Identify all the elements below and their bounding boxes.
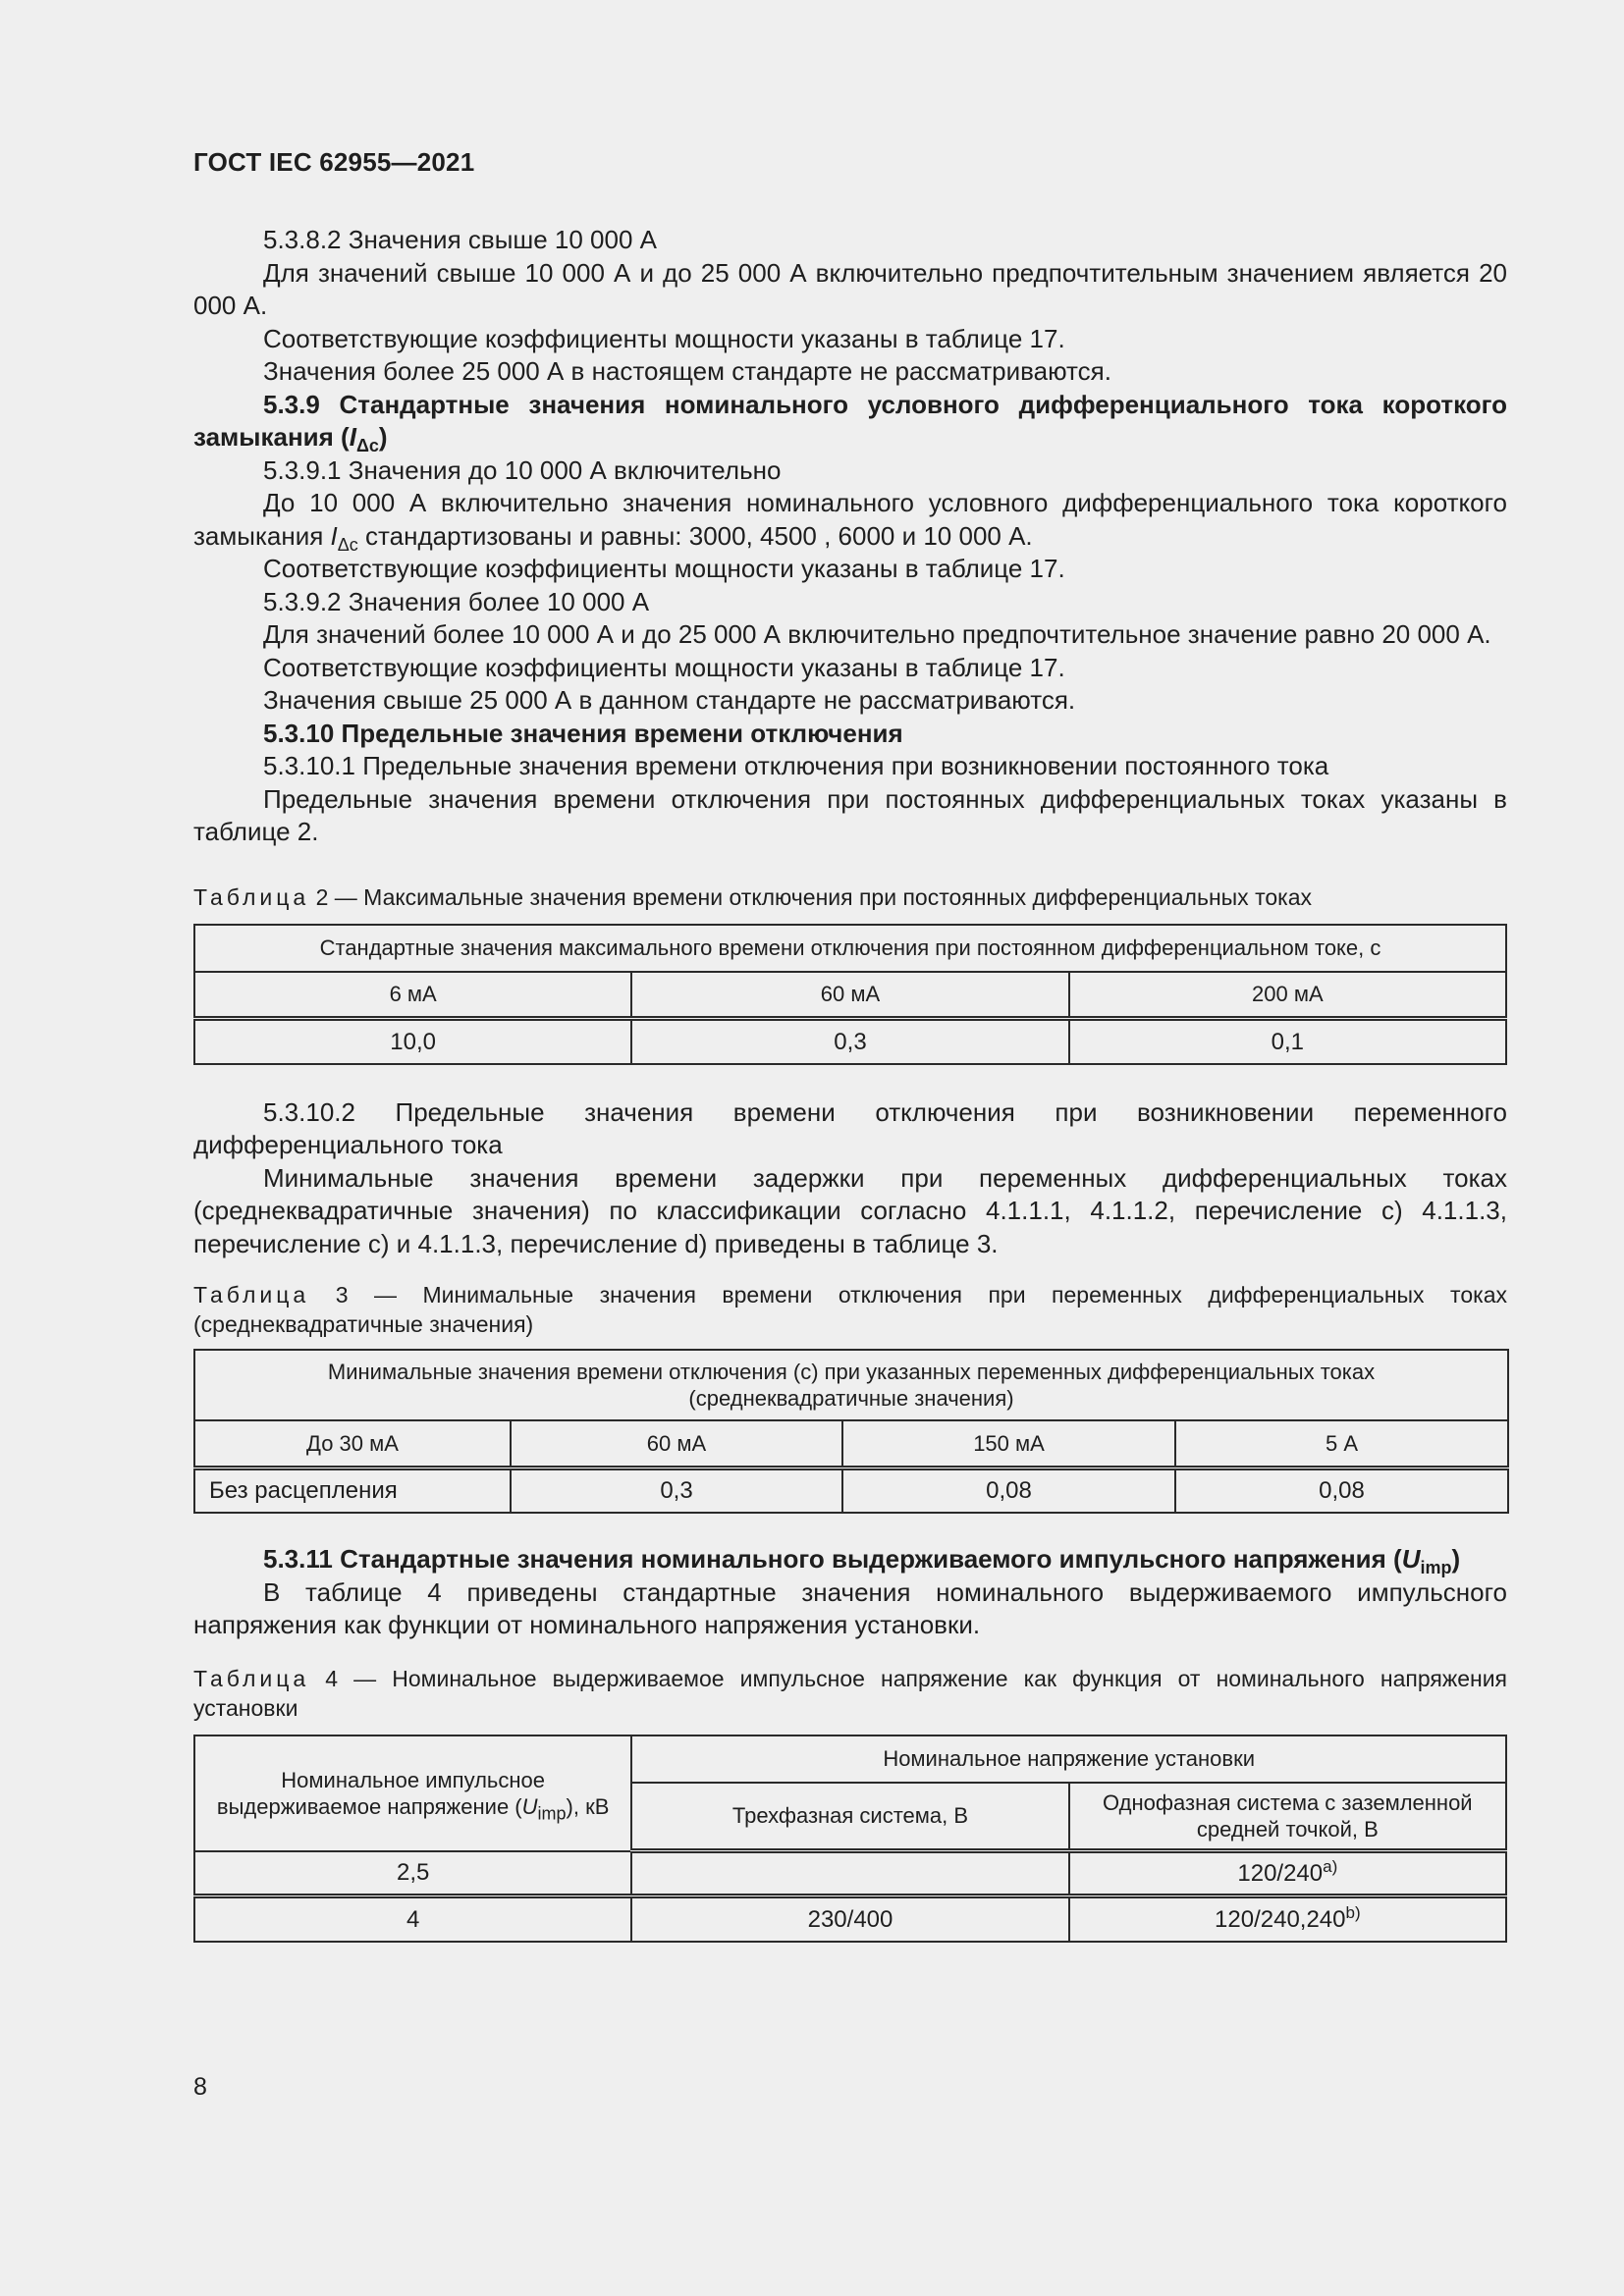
table-4-cell-value: 120/240,240 [1215,1905,1346,1933]
document-body [193,224,1507,1943]
table-4-caption [193,1664,1507,1723]
table-2 [193,924,1507,1065]
paragraph-text: стандартизованы и равны: 3000, 4500 , 6000 и 10 000 А. [357,520,1033,551]
footnote-marker: a) [1323,1857,1338,1876]
heading-5-3-10: 5.3.10 Предельные значения времени отключения [263,718,903,748]
table-4-cell-value: 120/240 [1237,1860,1324,1887]
table-4-cell [1069,1896,1506,1942]
table-4-cell: 4 [194,1896,631,1942]
table-3-column-header: До 30 мА [194,1420,511,1468]
table-4-header-line: выдерживаемое напряжение ( [216,1793,522,1819]
table-4-cell: 2,5 [194,1851,631,1896]
paragraph-5-3-10-2-title: 5.3.10.2 Предельные значения времени отключения при возникновении переменного дифференциального тока [193,1096,1507,1159]
paragraph-5-3-9-1-ref: Соответствующие коэффициенты мощности указаны в таблице 17. [263,554,1065,583]
heading-close-paren: ) [1451,1544,1461,1574]
table-3-header [194,1350,1508,1420]
table-3-column-header: 150 мА [842,1420,1175,1468]
page-number: 8 [193,2073,207,2101]
table-3 [193,1349,1509,1514]
paragraph-5-3-9-2-title: 5.3.9.2 Значения более 10 000 А [263,586,650,616]
table-3-header-line: Минимальные значения времени отключения (с) при указанных переменных дифференциальных токах [327,1360,1376,1384]
table-3-column-header: 60 мА [511,1420,842,1468]
symbol-subscript: imp [1420,1558,1452,1578]
table-4-cell [1069,1851,1506,1896]
table-4-column-header-impulse [194,1735,631,1851]
table-4-group-header: Номинальное напряжение установки [631,1735,1506,1783]
footnote-marker: b) [1345,1902,1361,1922]
paragraph-5-3-9-2-ref: Соответствующие коэффициенты мощности указаны в таблице 17. [263,652,1065,682]
caption-label: Таблица [193,1282,310,1308]
table-4-column-header-three-phase: Трехфазная система, В [631,1783,1068,1851]
paragraph-5-3-11-body: В таблице 4 приведены стандартные значения номинального выдерживаемого импульсного напряжения как функции от номинального напряжения установки. [193,1576,1507,1639]
table-3-cell: 0,08 [842,1468,1175,1513]
table-4-column-header-single-phase [1069,1783,1506,1851]
heading-5-3-9 [193,389,1507,454]
table-3-cell: 0,08 [1175,1468,1508,1513]
paragraph-5-3-10-1-body: Предельные значения времени отключения при постоянных дифференциальных токах указаны в таблице 2. [193,783,1507,846]
paragraph-5-3-9-2-note: Значения свыше 25 000 А в данном стандарте не рассматриваются. [263,685,1076,715]
document-header: ГОСТ IEC 62955—2021 [193,147,475,177]
paragraph-5-3-10-2-body: Минимальные значения времени задержки при переменных дифференциальных токах (среднеквадратичные значения) по классификации согласно 4.1.1.1, 4.1.1.2, перечисление с) 4.1.1.3, перечисление с) и 4.1.1.3, перечисление d) приведены в таблице 3. [193,1162,1507,1258]
paragraph-5-3-9-1-title: 5.3.9.1 Значения до 10 000 А включительно [263,454,782,485]
paragraph-5-3-8-2-title: 5.3.8.2 Значения свыше 10 000 А [263,225,658,254]
symbol-u-imp: U [1401,1544,1421,1574]
table-2-column-header: 200 мА [1069,972,1506,1019]
table-2-caption [193,882,1507,912]
table-4-header-line: средней точкой, В [1196,1816,1379,1842]
symbol-subscript: Δc [355,436,379,456]
table-2-column-header: 60 мА [631,972,1068,1019]
table-3-header-line: (среднеквадратичные значения) [688,1386,1014,1411]
caption-text: 2 — Максимальные значения времени отключения при постоянных дифференциальных токах [309,883,1313,910]
table-3-column-header: 5 А [1175,1420,1508,1468]
symbol-subscript: imp [537,1802,567,1823]
table-2-cell: 0,3 [631,1019,1068,1064]
table-2-cell: 10,0 [194,1019,631,1064]
paragraph-5-3-9-2-body: Для значений более 10 000 А и до 25 000 А включительно предпочтительное значение равно 20 000 А. [263,619,1491,649]
table-4-cell [631,1851,1068,1896]
paragraph-5-3-8-2-body: Для значений свыше 10 000 А и до 25 000 А включительно предпочтительным значением является 20 000 А. [193,257,1507,320]
caption-label: Таблица [193,1665,310,1691]
table-2-header: Стандартные значения максимального времени отключения при постоянном дифференциальном токе, с [194,925,1506,972]
table-3-cell: Без расцепления [194,1468,511,1513]
table-2-column-header: 6 мА [194,972,631,1019]
caption-text: 3 — Минимальные значения времени отключения при переменных дифференциальных токах (среднеквадратичные значения) [193,1282,1507,1337]
table-4-header-line: Однофазная система с заземленной [1103,1789,1473,1815]
paragraph-5-3-8-2-ref: Соответствующие коэффициенты мощности указаны в таблице 17. [263,323,1065,353]
symbol-u-imp: U [521,1793,538,1819]
paragraph-5-3-10-1-title: 5.3.10.1 Предельные значения времени отключения при возникновении постоянного тока [263,751,1329,780]
paragraph-5-3-9-1-body [193,487,1507,553]
symbol-subscript: Δc [337,534,358,555]
table-4-header-line: Номинальное импульсное [281,1767,546,1792]
table-3-cell: 0,3 [511,1468,842,1513]
caption-label: Таблица [193,883,310,910]
symbol-i-delta-c: I [330,520,338,551]
symbol-i-delta-c: I [349,422,356,452]
paragraph-text: До 10 000 А включительно значения номинального условного дифференциального тока короткого замыкания [193,488,1507,551]
caption-text: 4 — Номинальное выдерживаемое импульсное напряжение как функция от номинального напряжения установки [193,1665,1507,1721]
table-4-header-line: ), кВ [566,1793,610,1819]
heading-close-paren: ) [378,422,388,452]
heading-5-3-11-text: 5.3.11 Стандартные значения номинального выдерживаемого импульсного напряжения ( [263,1544,1402,1574]
table-3-caption [193,1280,1507,1339]
paragraph-5-3-8-2-note: Значения более 25 000 А в настоящем стандарте не рассматриваются. [263,356,1111,386]
heading-5-3-9-text: 5.3.9 Стандартные значения номинального условного дифференциального тока короткого замыкания ( [193,389,1507,452]
table-4 [193,1735,1507,1943]
table-4-cell: 230/400 [631,1896,1068,1942]
table-2-cell: 0,1 [1069,1019,1506,1064]
heading-5-3-11 [193,1543,1507,1576]
